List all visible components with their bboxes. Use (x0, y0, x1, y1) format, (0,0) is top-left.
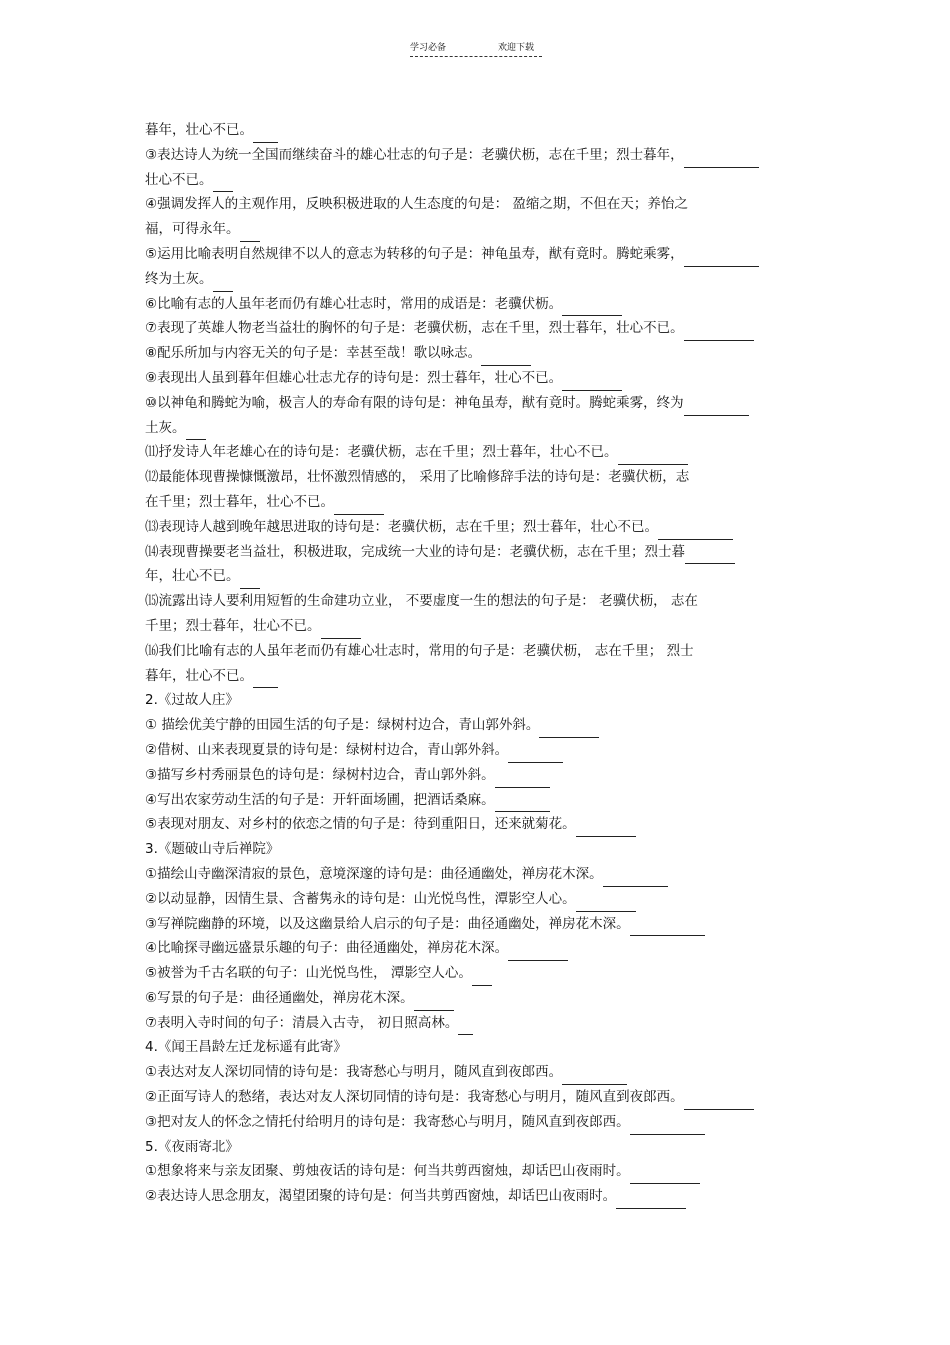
answer-blank-line (321, 621, 361, 639)
answer-blank-line (684, 398, 749, 416)
question-line (145, 1060, 810, 1085)
question-line (145, 168, 810, 193)
answer-blank-line (603, 869, 668, 887)
answer-blank-line (576, 819, 636, 837)
question-line (145, 713, 810, 738)
line-text: ②表达诗人思念朋友，渴望团聚的诗句是：何当共剪西窗烛，却话巴山夜雨时。 (145, 1188, 617, 1205)
line-text: ①想象将来与亲友团聚、剪烛夜话的诗句是：何当共剪西窗烛，却话巴山夜雨时。 (145, 1163, 630, 1180)
line-text: ③把对友人的怀念之情托付给明月的诗句是：我寄愁心与明月，随风直到夜郎西。 (145, 1113, 630, 1130)
question-line (145, 1159, 810, 1184)
answer-blank-line (186, 422, 206, 440)
answer-blank-line (481, 348, 531, 366)
answer-blank-line (253, 125, 278, 143)
header-right-text: 欢迎下载 (498, 43, 535, 53)
question-line (145, 292, 810, 317)
section-heading (145, 1135, 810, 1160)
answer-blank-line (630, 1166, 700, 1184)
line-text: ①描绘山寺幽深清寂的景色，意境深邃的诗句是：曲径通幽处，禅房花木深。 (145, 865, 603, 882)
question-line (145, 192, 810, 217)
line-text: 福，可得永年。 (145, 221, 240, 238)
line-text: ⑤被誉为千古名联的句子：山光悦鸟性， 潭影空人心。 (145, 965, 472, 982)
answer-blank-line (562, 373, 622, 391)
question-line (145, 1011, 810, 1036)
line-text: ③表达诗人为统一全国而继续奋斗的雄心壮志的句子是：老骥伏枥，志在千里；烈士暮年， (145, 146, 684, 163)
answer-blank-line (539, 720, 599, 738)
answer-blank-line (334, 497, 384, 515)
question-line (145, 316, 810, 341)
line-text: ⑾抒发诗人年老雄心在的诗句是：老骥伏枥，志在千里；烈士暮年，壮心不已。 (145, 444, 618, 461)
answer-blank-line (684, 323, 754, 341)
answer-blank-line (508, 943, 568, 961)
line-text: ④强调发挥人的主观作用，反映积极进取的人生态度的句是： 盈缩之期，不但在天；养怡之 (145, 196, 688, 213)
answer-blank-line (472, 968, 492, 986)
answer-blank-line (630, 1117, 705, 1135)
line-text: ⑿最能体现曹操慷慨激昂，壮怀激烈情感的， 采用了比喻修辞手法的诗句是：老骥伏枥，志 (145, 469, 690, 486)
question-line (145, 143, 810, 168)
answer-blank-line (240, 571, 260, 589)
line-text: ⒁表现曹操要老当益壮，积极进取，完成统一大业的诗句是：老骥伏枥，志在千里；烈士暮 (145, 543, 685, 560)
question-line (145, 341, 810, 366)
line-text: 3.《题破山寺后禅院》 (145, 841, 280, 858)
question-line (145, 1085, 810, 1110)
answer-blank-line (253, 670, 278, 688)
line-text: 在千里；烈士暮年，壮心不已。 (145, 493, 334, 510)
line-text: ⑤表现对朋友、对乡村的依恋之情的句子是：待到重阳日，还来就菊花。 (145, 816, 576, 833)
question-line (145, 763, 810, 788)
line-text: 土灰。 (145, 419, 186, 436)
question-line (145, 986, 810, 1011)
line-text: ⑦表现了英雄人物老当益壮的胸怀的句子是：老骥伏枥，志在千里，烈士暮年，壮心不已。 (145, 320, 684, 337)
section-heading (145, 688, 810, 713)
question-line (145, 664, 810, 689)
line-text: ⑨表现出人虽到暮年但雄心壮志尤存的诗句是：烈士暮年，壮心不已。 (145, 369, 563, 386)
answer-blank-line (684, 1092, 754, 1110)
line-text: ⑥比喻有志的人虽年老而仍有雄心壮志时，常用的成语是：老骥伏枥。 (145, 295, 563, 312)
question-line (145, 465, 810, 490)
answer-blank-line (414, 993, 454, 1011)
answer-blank-line (684, 150, 759, 168)
question-line (145, 242, 810, 267)
question-line (145, 440, 810, 465)
answer-blank-line (685, 546, 735, 564)
line-text: ②以动显静，因情生景、含蓄隽永的诗句是：山光悦鸟性，潭影空人心。 (145, 890, 576, 907)
header-left-text: 学习必备 (410, 43, 447, 53)
answer-blank-line (576, 894, 636, 912)
line-text: 千里；烈士暮年，壮心不已。 (145, 617, 321, 634)
answer-blank-line (562, 298, 622, 316)
line-text: 暮年，壮心不已。 (145, 667, 253, 684)
document-body (145, 118, 810, 1209)
answer-blank-line (508, 745, 563, 763)
line-text: ②正面写诗人的愁绪，表达对友人深切同情的诗句是：我寄愁心与明月，随风直到夜郎西。 (145, 1089, 684, 1106)
question-line (145, 614, 810, 639)
line-text: ⒂流露出诗人要利用短暂的生命建功立业， 不要虚度一生的想法的句子是： 老骥伏枥， 志在 (145, 593, 698, 610)
answer-blank-line (458, 1017, 473, 1035)
question-line (145, 490, 810, 515)
question-line (145, 589, 810, 614)
line-text: ⒃我们比喻有志的人虽年老而仍有雄心壮志时，常用的句子是：老骥伏枥， 志在千里； 烈士 (145, 642, 694, 659)
answer-blank-line (630, 918, 705, 936)
question-line (145, 267, 810, 292)
question-line (145, 515, 810, 540)
question-line (145, 118, 810, 143)
question-line (145, 391, 810, 416)
line-text: 2.《过故人庄》 (145, 692, 239, 709)
question-line (145, 812, 810, 837)
line-text: ②借树、山来表现夏景的诗句是：绿树村边合，青山郭外斜。 (145, 741, 509, 758)
line-text: ⒀表现诗人越到晚年越思进取的诗句是：老骥伏枥，志在千里；烈士暮年，壮心不已。 (145, 518, 658, 535)
question-line (145, 1110, 810, 1135)
line-text: ⑧配乐所加与内容无关的句子是：幸甚至哉！歌以咏志。 (145, 345, 482, 362)
line-text: 暮年，壮心不已。 (145, 122, 253, 138)
question-line (145, 217, 810, 242)
line-text: ⑩以神龟和腾蛇为喻，极言人的寿命有限的诗句是：神龟虽寿，猷有竟时。腾蛇乘雾，终为 (145, 394, 684, 411)
line-text: 壮心不已。 (145, 171, 213, 188)
line-text: ⑦表明入寺时间的句子：清晨入古寺， 初日照高林。 (145, 1014, 459, 1031)
answer-blank-line (213, 274, 233, 292)
answer-blank-line (618, 447, 688, 465)
question-line (145, 564, 810, 589)
line-text: ①表达对友人深切同情的诗句是：我寄愁心与明月，随风直到夜郎西。 (145, 1064, 563, 1081)
answer-blank-line (684, 249, 759, 267)
answer-blank-line (240, 224, 260, 242)
line-text: 终为土灰。 (145, 270, 213, 287)
question-line (145, 639, 810, 664)
line-text: ④写出农家劳动生活的句子是：开轩面场圃，把酒话桑麻。 (145, 791, 495, 808)
line-text: ③写禅院幽静的环境，以及这幽景给人启示的句子是：曲径通幽处，禅房花木深。 (145, 915, 630, 932)
line-text: ① 描绘优美宁静的田园生活的句子是：绿树村边合，青山郭外斜。 (145, 717, 540, 734)
question-line (145, 540, 810, 565)
line-text: 年，壮心不已。 (145, 568, 240, 585)
question-line (145, 936, 810, 961)
line-text: ③描写乡村秀丽景色的诗句是：绿树村边合，青山郭外斜。 (145, 766, 495, 783)
question-line (145, 738, 810, 763)
answer-blank-line (658, 522, 733, 540)
question-line (145, 1184, 810, 1209)
line-text: ④比喻探寻幽远盛景乐趣的句子：曲径通幽处，禅房花木深。 (145, 940, 509, 957)
line-text: 4.《闻王昌龄左迁龙标遥有此寄》 (145, 1039, 347, 1056)
answer-blank-line (213, 174, 233, 192)
question-line (145, 961, 810, 986)
section-heading (145, 837, 810, 862)
question-line (145, 788, 810, 813)
question-line (145, 366, 810, 391)
question-line (145, 887, 810, 912)
page-header (410, 40, 542, 57)
line-text: ⑥写景的句子是：曲径通幽处，禅房花木深。 (145, 989, 414, 1006)
question-line (145, 862, 810, 887)
answer-blank-line (495, 794, 550, 812)
line-text: ⑤运用比喻表明自然规律不以人的意志为转移的句子是：神龟虽寿，猷有竟时。腾蛇乘雾， (145, 245, 684, 262)
answer-blank-line (495, 770, 550, 788)
question-line (145, 912, 810, 937)
section-heading (145, 1035, 810, 1060)
question-line (145, 416, 810, 441)
answer-blank-line (562, 1067, 627, 1085)
answer-blank-line (616, 1191, 686, 1209)
line-text: 5.《夜雨寄北》 (145, 1138, 239, 1155)
